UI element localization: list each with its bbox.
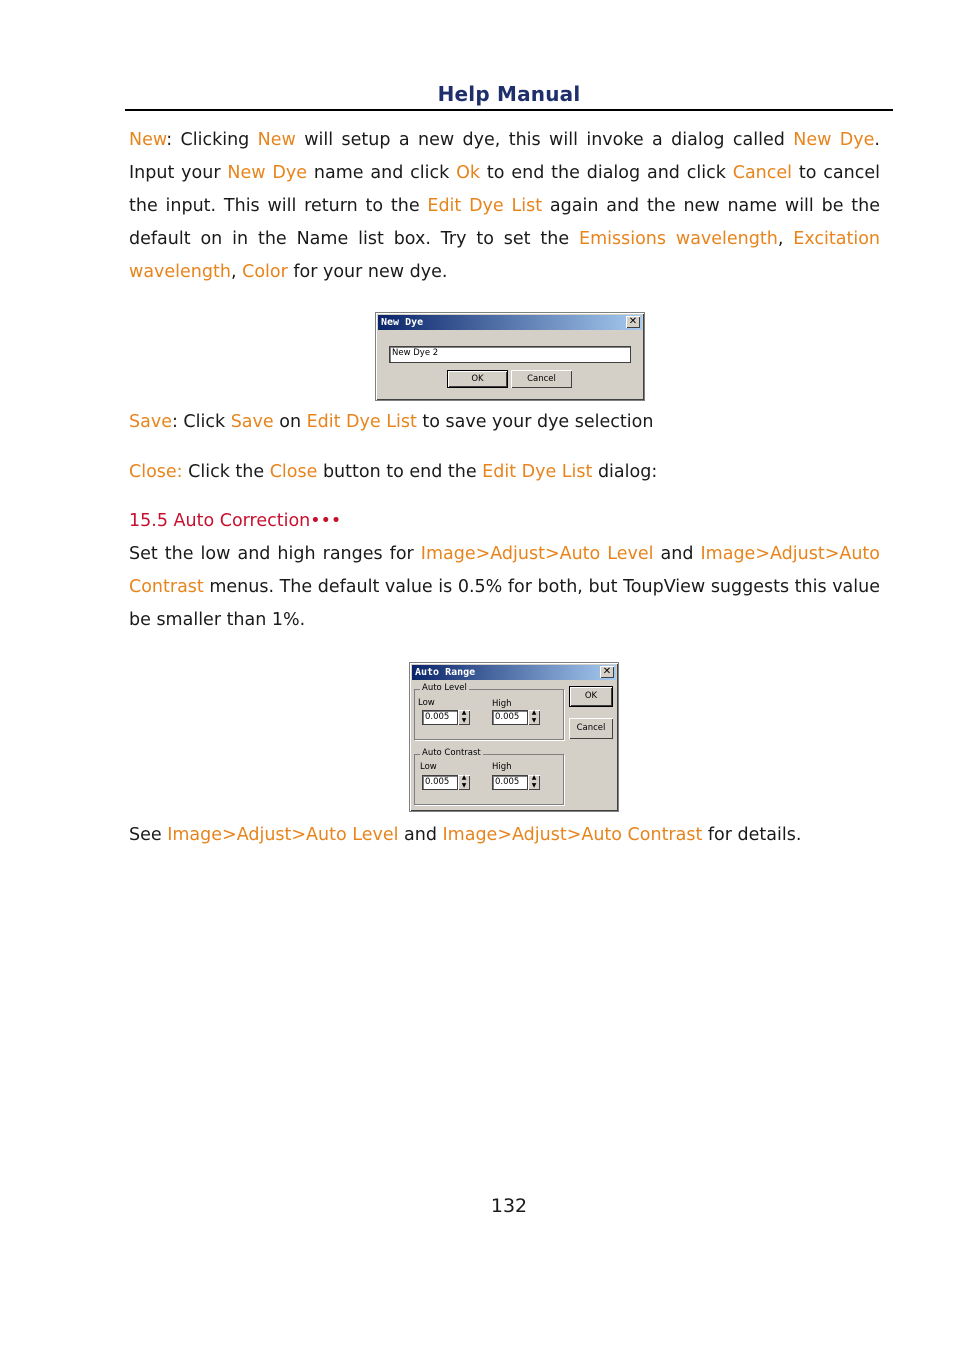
text: to save your dye selection	[416, 412, 654, 432]
page-header-title: Help Manual	[437, 82, 581, 106]
text: for details.	[702, 825, 802, 845]
dialog-titlebar	[378, 315, 642, 330]
term-save: Save	[230, 412, 274, 432]
dialog-title: New Dye	[381, 317, 424, 328]
term-cancel: Cancel	[732, 163, 793, 183]
level-high-input[interactable]: 0.005	[492, 710, 528, 725]
low-label: Low	[420, 762, 437, 772]
term-emissions-wavelength: Emissions wavelength	[579, 229, 778, 249]
term-auto-level: Image>Adjust>Auto Level	[167, 825, 399, 845]
spin-up-icon[interactable]: ▲	[461, 774, 467, 781]
text: : Click	[171, 412, 231, 432]
level-low-spinner[interactable]	[458, 710, 470, 725]
close-icon[interactable]: ✕	[626, 316, 640, 328]
term-close: Close:	[129, 462, 183, 482]
dialog-title: Auto Range	[415, 667, 476, 678]
term-auto-level: Image>Adjust>Auto Level	[420, 544, 654, 564]
text: to cancel the input. This will return to the	[129, 163, 880, 216]
spin-down-icon[interactable]: ▼	[531, 781, 537, 789]
spin-up-icon[interactable]: ▲	[461, 709, 467, 716]
dye-name-input[interactable]: New Dye 2	[389, 346, 631, 363]
auto-range-dialog	[409, 662, 619, 812]
text: See	[129, 825, 168, 845]
term-new: New	[257, 130, 296, 150]
term-ok: Ok	[456, 163, 481, 183]
contrast-low-spinner[interactable]	[458, 775, 470, 790]
term-excitation-wavelength: Excitation wavelength	[129, 229, 880, 282]
cancel-button[interactable]: Cancel	[569, 718, 613, 739]
text: button to end the	[317, 462, 483, 482]
term-edit-dye-list: Edit Dye List	[427, 196, 543, 216]
paragraph-save	[129, 406, 880, 439]
term-edit-dye-list: Edit Dye List	[306, 412, 417, 432]
text: to end the dialog and click	[480, 163, 733, 183]
high-label: High	[492, 762, 512, 772]
term-auto-contrast: Image>Adjust>Auto Contrast	[129, 544, 880, 597]
paragraph-new	[129, 124, 880, 289]
spin-down-icon[interactable]: ▼	[461, 716, 467, 724]
term-auto-contrast: Image>Adjust>Auto Contrast	[442, 825, 703, 845]
text: ,	[230, 262, 243, 282]
level-high-spinner[interactable]	[528, 710, 540, 725]
text: : Clicking	[166, 130, 258, 150]
level-low-input[interactable]: 0.005	[422, 710, 458, 725]
term-new-dye: New Dye	[793, 130, 875, 150]
text: again and the new name will be the default on in the Name list box. Try to set the	[129, 196, 880, 249]
spin-up-icon[interactable]: ▲	[531, 774, 537, 781]
page-number: 132	[490, 1195, 528, 1217]
text: will setup a new dye, this will invoke a dialog called	[295, 130, 794, 150]
ok-button[interactable]: OK	[569, 686, 613, 707]
spin-down-icon[interactable]: ▼	[531, 716, 537, 724]
text: . Input your	[129, 130, 880, 183]
term-new-dye: New Dye	[227, 163, 308, 183]
close-icon[interactable]: ✕	[600, 666, 614, 678]
term-edit-dye-list: Edit Dye List	[482, 462, 593, 482]
low-label: Low	[418, 698, 435, 708]
group-label: Auto Contrast	[422, 748, 481, 758]
text: Click the	[182, 462, 270, 482]
paragraph-close	[129, 456, 880, 489]
new-dye-dialog	[375, 312, 645, 401]
term-new: New	[129, 130, 167, 150]
dialog-titlebar	[412, 665, 616, 680]
text: name and click	[307, 163, 457, 183]
high-label: High	[492, 699, 512, 709]
ok-button[interactable]: OK	[447, 370, 508, 388]
text: ,	[777, 229, 794, 249]
text: for your new dye.	[287, 262, 448, 282]
cancel-button[interactable]: Cancel	[511, 370, 572, 388]
term-save: Save	[129, 412, 172, 432]
header-divider	[125, 109, 893, 111]
paragraph-see-also	[129, 819, 880, 852]
section-heading: 15.5 Auto Correction•••	[129, 511, 342, 531]
contrast-low-input[interactable]: 0.005	[422, 775, 458, 790]
text: and	[398, 825, 443, 845]
group-label: Auto Level	[422, 683, 467, 693]
text: menus. The default value is 0.5% for both, but ToupView suggests this value be smaller than 1%.	[129, 577, 880, 630]
text: on	[273, 412, 307, 432]
text: Set the low and high ranges for	[129, 544, 421, 564]
text: dialog:	[592, 462, 658, 482]
paragraph-auto-correction	[129, 538, 880, 637]
contrast-high-spinner[interactable]	[528, 775, 540, 790]
spin-down-icon[interactable]: ▼	[461, 781, 467, 789]
spin-up-icon[interactable]: ▲	[531, 709, 537, 716]
term-close: Close	[269, 462, 318, 482]
contrast-high-input[interactable]: 0.005	[492, 775, 528, 790]
term-color: Color	[242, 262, 288, 282]
text: and	[653, 544, 701, 564]
